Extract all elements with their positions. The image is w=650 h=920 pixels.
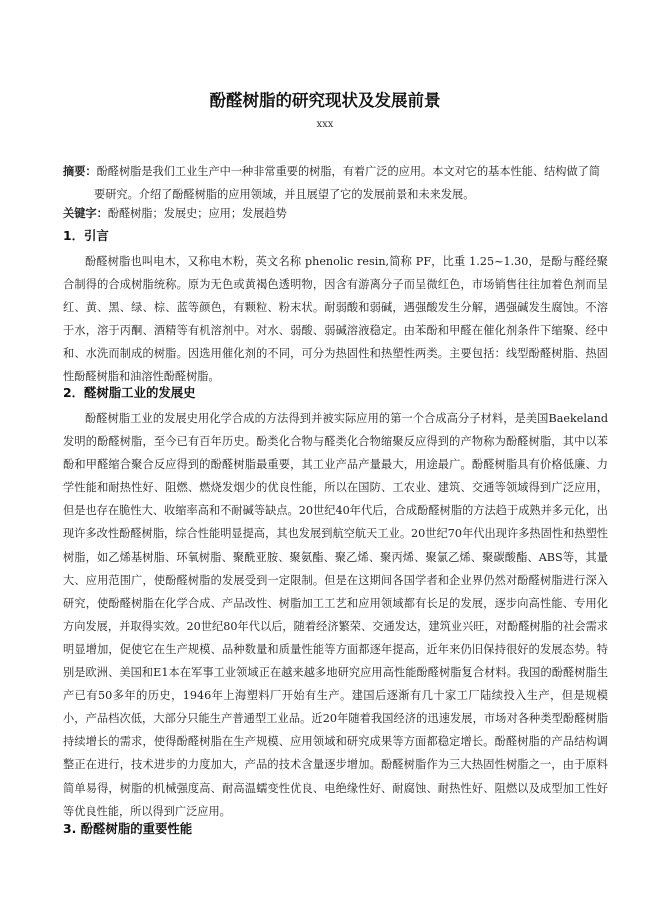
keywords-text: 酚醛树脂；发展史；应用；发展趋势 <box>107 207 287 220</box>
abstract-text: 酚醛树脂是我们工业生产中一种非常重要的树脂，有着广泛的应用。本文对它的基本性能、结构做了简要研究。介绍了酚醛树脂的应用领域，并且展望了它的发展前景和未来发展。 <box>94 165 601 201</box>
keywords-label: 关键字： <box>63 207 108 220</box>
section-heading-history: 2．醛树脂工业的发展史 <box>63 385 196 400</box>
paper-title: 酚醛树脂的研究现状及发展前景 <box>209 91 441 110</box>
abstract-label: 摘要： <box>63 165 97 178</box>
paper-author: xxx <box>316 119 334 130</box>
abstract <box>63 160 608 206</box>
section-body-introduction: 酚醛树脂也叫电木，又称电木粉，英文名称 phenolic resin,简称 PF，比重 1.25~1.30，是酚与醛经聚合制得的合成树脂统称。原为无色或黄褐色透明物，因含有游离分子而呈微红色，市场销售往往加着色剂而呈红、黄、黑、绿、棕、蓝等颜色，有颗粒、粉末状。耐弱酸和弱碱，遇强酸发生分解，遇强碱发生腐蚀。不溶于水，溶于丙酮、酒精等有机溶剂中。对水、弱酸、弱碱溶液稳定。由苯酚和甲醛在催化剂条件下缩聚、经中和、水洗而制成的树脂。因选用催化剂的不同，可分为热固性和热塑性两类。主要包括：线型酚醛树脂、热固性酚醛树脂和油溶性酚醛树脂。 <box>63 255 608 384</box>
section-body-history: 酚醛树脂工业的发展史用化学合成的方法得到并被实际应用的第一个合成高分子材料，是美国Baekeland发明的酚醛树脂，至今已有百年历史。酚类化合物与醛类化合物缩聚反应得到的产物称为酚醛树脂，其中以苯酚和甲醛缩合聚合反应得到的酚醛树脂最重要，其工业产品产量最大，用途最广。酚醛树脂具有价格低廉、力学性能和耐热性好、阻燃、燃烧发烟少的优良性能，所以在国防、工农业、建筑、交通等领域得到广泛应用，但是也存在脆性大、收缩率高和不耐碱等缺点。20世纪40年代后，合成酚醛树脂的方法趋于成熟并多元化，出现许多改性酚醛树脂，综合性能明显提高，其也发展到航空航天工业。20世纪70年代出现许多热固性和热塑性树脂，如乙烯基树脂、环氧树脂、聚酰亚胺、聚氨酯、聚乙烯、聚丙烯、聚氯乙烯、聚碳酸酯、ABS等，其量大、应用范围广，使酚醛树脂的发展受到一定限制。但是在这期间各国学者和企业界仍然对酚醛树脂进行深入研究，使酚醛树脂在化学合成、产品改性、树脂加工工艺和应用领域都有长足的发展，逐步向高性能、专用化方向发展，并取得实效。20世纪80年代以后，随着经济繁荣、交通发达，建筑业兴旺，对酚醛树脂的社会需求明显增加，促使它在生产规模、品种数量和质量性能等方面都逐年提高，近年来仍旧保持很好的发展态势。特别是欧洲、美国和E1本在军事工业领域正在越来越多地研究应用高性能酚醛树脂复合材料。我国的酚醛树脂生产已有50多年的历史，1946年上海塑料厂开始有生产。建国后逐渐有几十家工厂陆续投入生产，但是规模小，产品档次低，大部分只能生产普通型工业品。近20年随着我国经济的迅速发展，市场对各种类型酚醛树脂持续增长的需求，使得酚醛树脂在生产规模、应用领域和研究成果等方面都稳定增长。酚醛树脂的产品结构调整正在进行，技术进步的力度加大，产品的技术含量逐步增加。酚醛树脂作为三大热固性树脂之一，由于原料简单易得，树脂的机械强度高、耐高温蠕变性优良、电绝缘性好、耐腐蚀、耐热性好、阻燃以及成型加工性好等优良性能，所以得到广泛应用。 <box>63 412 608 818</box>
section-heading-introduction: 1．引言 <box>63 228 109 243</box>
section-heading-properties: 3. 酚醛树脂的重要性能 <box>63 821 193 836</box>
keywords <box>63 206 608 222</box>
